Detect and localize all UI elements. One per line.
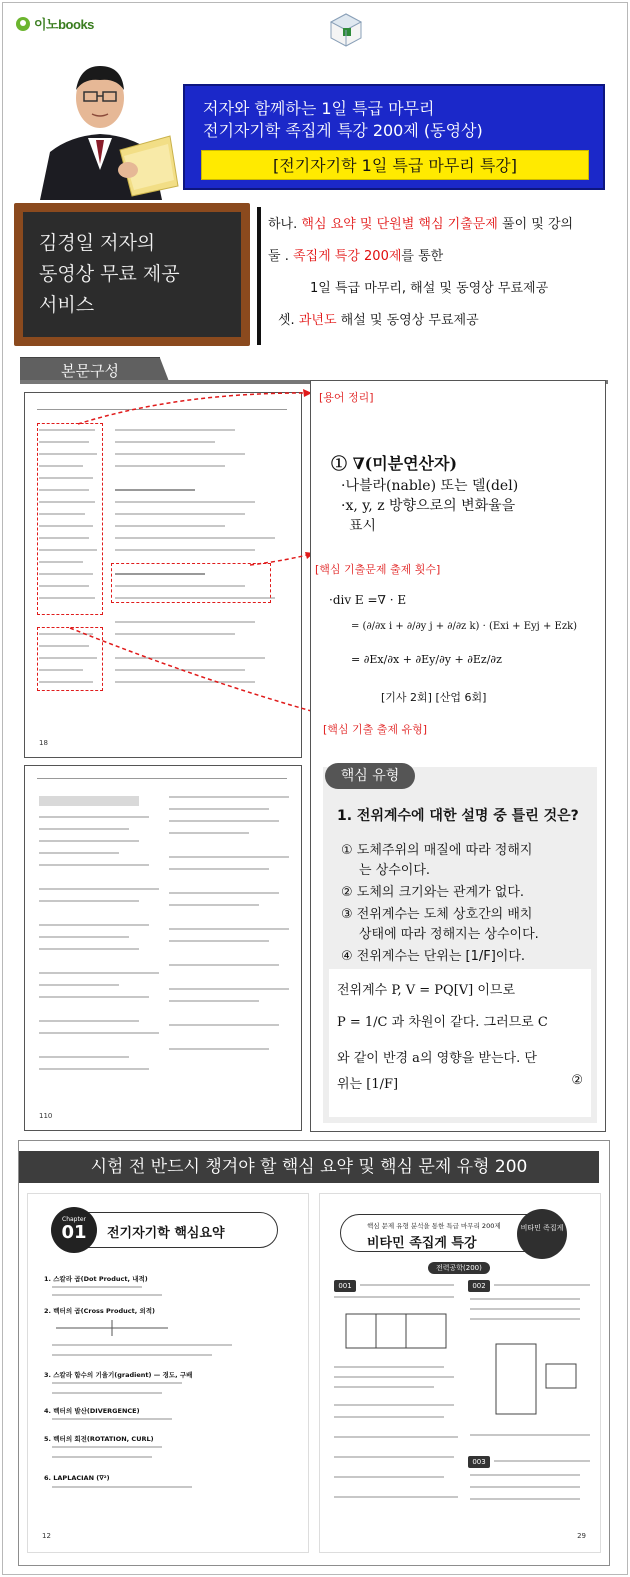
service-item-2b: 1일 특급 마무리, 해설 및 동영상 무료제공 <box>310 281 549 296</box>
service-3-prefix: 셋. <box>278 313 299 328</box>
summary-item-3: 3. 스칼라 함수의 기울기(gradient) — 경도, 구배 <box>44 1371 193 1379</box>
detail-panel <box>310 380 606 1132</box>
summary-item-1: 1. 스칼라 곱(Dot Product, 내적) <box>44 1275 148 1283</box>
banner-line-1: 저자와 함께하는 1일 특급 마무리 <box>203 99 435 118</box>
term-line-2: ·x, y, z 방향으로의 변화율을 <box>341 498 516 514</box>
formula-expansion: = (∂/∂x i + ∂/∂y j + ∂/∂z k) · (Exi + Eyj + Ezk) <box>351 621 578 632</box>
vitamin-pill <box>340 1214 564 1252</box>
circuit-diagram-2 <box>476 1334 586 1424</box>
question-number-2: 002 <box>468 1280 490 1292</box>
summary-item-4: 4. 벡터의 발산(DIVERGENCE) <box>44 1407 140 1415</box>
term-line-1: ·나블라(nable) 또는 델(del) <box>341 478 519 494</box>
answer-line-4: 위는 [1/F] <box>337 1077 399 1092</box>
answer-box <box>329 969 591 1117</box>
summary-page-number: 12 <box>42 1532 51 1540</box>
vitamin-page-number: 29 <box>577 1532 586 1540</box>
vitamin-badge: 비타민 족집게 <box>517 1209 567 1259</box>
service-2-prefix: 둘 . <box>268 249 293 264</box>
formula-div: ·div E =∇ · E <box>329 593 407 607</box>
vitamin-subtitle: 핵심 문제 유형 분석을 통한 특급 마무리 200제 <box>367 1222 501 1230</box>
board-line-1: 김경일 저자의 <box>39 232 156 254</box>
core-type-tab: 핵심 유형 <box>325 763 415 789</box>
chapter-label: Chapter <box>62 1216 86 1223</box>
summary-item-5: 5. 벡터의 회전(ROTATION, CURL) <box>44 1435 154 1443</box>
circuit-diagram-1 <box>336 1306 456 1356</box>
page-number-2: 110 <box>39 1112 53 1120</box>
summary-item-6: 6. LAPLACIAN (∇²) <box>44 1474 110 1482</box>
vitamin-title: 비타민 족집게 특강 <box>367 1236 477 1251</box>
sample-page-2 <box>24 765 302 1131</box>
answer-line-3: 와 같이 반경 a의 영향을 받는다. 단 <box>337 1051 537 1066</box>
board-line-2: 동영상 무료 제공 <box>39 263 180 285</box>
term-line-3: 표시 <box>349 518 377 534</box>
summary-item-2: 2. 벡터의 곱(Cross Product, 외적) <box>44 1307 155 1315</box>
term-symbol: ① ∇(미분연산자) <box>331 454 458 473</box>
question-number-3: 003 <box>468 1456 490 1468</box>
option-3b: 상태에 따라 정해지는 상수이다. <box>359 927 539 942</box>
chapter-number: 01 <box>61 1222 87 1243</box>
service-1-suffix: 풀이 및 강의 <box>497 217 574 232</box>
service-2-highlight: 족집게 특강 200제 <box>292 249 402 264</box>
bottom-section <box>18 1140 610 1566</box>
service-1-prefix: 하나. <box>268 217 302 232</box>
bottom-title: 시험 전 반드시 챙겨야 할 핵심 요약 및 핵심 문제 유형 200 <box>19 1151 599 1183</box>
answer-mark: ② <box>571 1073 583 1088</box>
answer-line-2: P = 1/C 과 차원이 같다. 그러므로 C <box>337 1015 548 1030</box>
chapter-pill <box>58 1212 278 1248</box>
logo-text: 이노books <box>34 17 94 32</box>
option-2: ② 도체의 크기와는 관계가 없다. <box>341 885 525 900</box>
section-chip: 전력공학(200) <box>428 1262 490 1274</box>
exam-count: [기사 2회] [산업 6회] <box>381 691 487 704</box>
page-number-1: 18 <box>39 739 48 747</box>
vitamin-page <box>319 1193 601 1553</box>
question-number-1: 001 <box>334 1280 356 1292</box>
option-1a: ① 도체주위의 매질에 따라 정해지 <box>341 843 533 858</box>
answer-line-1: 전위계수 P, V = PQ[V] 이므로 <box>337 983 516 998</box>
board-line-3: 서비스 <box>39 294 95 316</box>
label-question-type: [핵심 기출 출제 유형] <box>323 723 428 736</box>
banner-subtitle: [전기자기학 1일 특급 마무리 특강] <box>201 150 589 180</box>
formula-result: = ∂Ex/∂x + ∂Ey/∂y + ∂Ez/∂z <box>351 653 502 666</box>
service-1-highlight: 핵심 요약 및 단원별 핵심 기출문제 <box>301 217 498 232</box>
service-3-suffix: 해설 및 동영상 무료제공 <box>336 313 479 328</box>
label-terms: [용어 정리] <box>319 391 374 404</box>
service-3-highlight: 과년도 <box>298 313 337 328</box>
summary-page <box>27 1193 309 1553</box>
option-4: ④ 전위계수는 단위는 [1/F]이다. <box>341 949 526 964</box>
section-tab-contents: 본문구성 <box>20 357 160 383</box>
option-3a: ③ 전위계수는 도체 상호간의 배치 <box>341 907 533 922</box>
service-2-suffix: 를 통한 <box>401 249 444 264</box>
cross-product-diagram <box>52 1318 172 1338</box>
chapter-badge <box>51 1207 97 1253</box>
banner-line-2: 전기자기학 족집게 특강 200제 (동영상) <box>203 121 483 140</box>
option-1b: 는 상수이다. <box>359 863 431 878</box>
question-text: 1. 전위계수에 대한 설명 중 틀린 것은? <box>337 808 579 824</box>
label-exam-count: [핵심 기출문제 출제 횟수] <box>315 563 441 576</box>
chapter-title: 전기자기학 핵심요약 <box>107 1226 225 1241</box>
